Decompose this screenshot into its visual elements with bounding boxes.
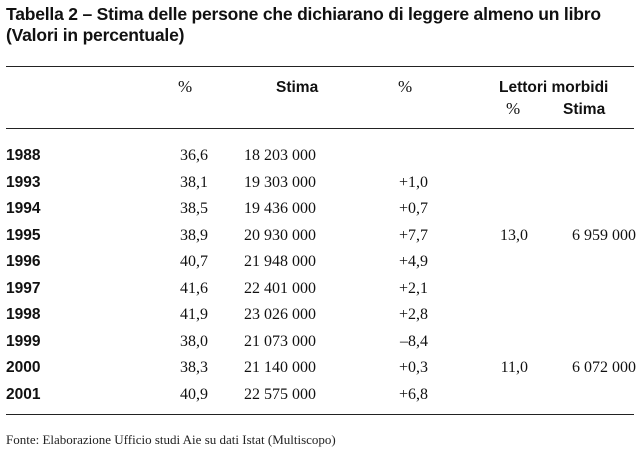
header-lettori-pct: % [506, 99, 521, 118]
top-rule [6, 66, 634, 67]
header-lettori-morbidi: Lettori morbidi [499, 79, 609, 96]
cell-var: +4,9 [398, 253, 428, 270]
cell-stima: 18 203 000 [244, 147, 316, 164]
cell-stima: 21 073 000 [244, 332, 316, 350]
cell-pct: 36,6 [180, 147, 208, 164]
cell-var: +0,7 [398, 200, 428, 217]
cell-stima: 23 026 000 [244, 306, 316, 323]
header-rule [6, 128, 634, 129]
cell-year: 1996 [6, 253, 41, 270]
cell-year: 1998 [6, 306, 41, 323]
cell-stima: 22 401 000 [244, 279, 316, 297]
cell-lettori-stima: 6 959 000 [572, 226, 636, 244]
cell-var: +2,8 [398, 306, 428, 323]
table-row [0, 252, 642, 279]
cell-pct: 40,7 [180, 253, 208, 270]
cell-year: 1997 [6, 279, 41, 297]
cell-var: +6,8 [398, 385, 428, 403]
cell-lettori-pct: 11,0 [500, 359, 528, 376]
table-row [0, 358, 642, 385]
cell-year: 2001 [6, 385, 41, 403]
header-pct: % [178, 77, 193, 96]
table-row [0, 226, 642, 253]
cell-stima: 21 948 000 [244, 253, 316, 270]
table-row [0, 146, 642, 173]
cell-var: +7,7 [398, 226, 428, 244]
table-title-line-1: Tabella 2 – Stima delle persone che dichiarano di leggere almeno un libro [6, 4, 601, 24]
cell-var: +1,0 [398, 173, 428, 191]
cell-year: 1994 [6, 200, 41, 217]
cell-stima: 19 436 000 [244, 200, 316, 217]
cell-pct: 38,0 [180, 332, 208, 350]
cell-year: 2000 [6, 359, 41, 376]
cell-lettori-stima: 6 072 000 [572, 359, 636, 376]
table-row [0, 385, 642, 412]
cell-year: 1988 [6, 147, 41, 164]
table-row [0, 305, 642, 332]
table-row [0, 199, 642, 226]
cell-stima: 19 303 000 [244, 173, 316, 191]
header-stima: Stima [276, 79, 319, 96]
table-row [0, 279, 642, 306]
cell-year: 1999 [6, 332, 41, 350]
cell-pct: 38,9 [180, 226, 208, 244]
cell-year: 1995 [6, 226, 41, 244]
cell-stima: 21 140 000 [244, 359, 316, 376]
cell-pct: 41,6 [180, 279, 208, 297]
cell-pct: 41,9 [180, 306, 208, 323]
bottom-rule [6, 414, 634, 415]
cell-var: –8,4 [400, 332, 428, 350]
source-note: Fonte: Elaborazione Ufficio studi Aie su dati Istat (Multiscopo) [6, 432, 336, 447]
table-body [0, 146, 642, 411]
cell-pct: 38,5 [180, 200, 208, 217]
header-var: % [398, 77, 413, 96]
cell-lettori-pct: 13,0 [500, 226, 528, 244]
cell-pct: 38,3 [180, 359, 208, 376]
cell-year: 1993 [6, 173, 41, 191]
header-lettori-stima: Stima [563, 101, 606, 118]
cell-pct: 40,9 [180, 385, 208, 403]
cell-pct: 38,1 [180, 173, 208, 191]
cell-var: +2,1 [398, 279, 428, 297]
cell-stima: 22 575 000 [244, 385, 316, 403]
cell-stima: 20 930 000 [244, 226, 316, 244]
cell-var: +0,3 [398, 359, 428, 376]
table-row [0, 332, 642, 359]
table-title-line-2: (Valori in percentuale) [6, 25, 185, 45]
table-row [0, 173, 642, 200]
table-title [6, 4, 601, 46]
